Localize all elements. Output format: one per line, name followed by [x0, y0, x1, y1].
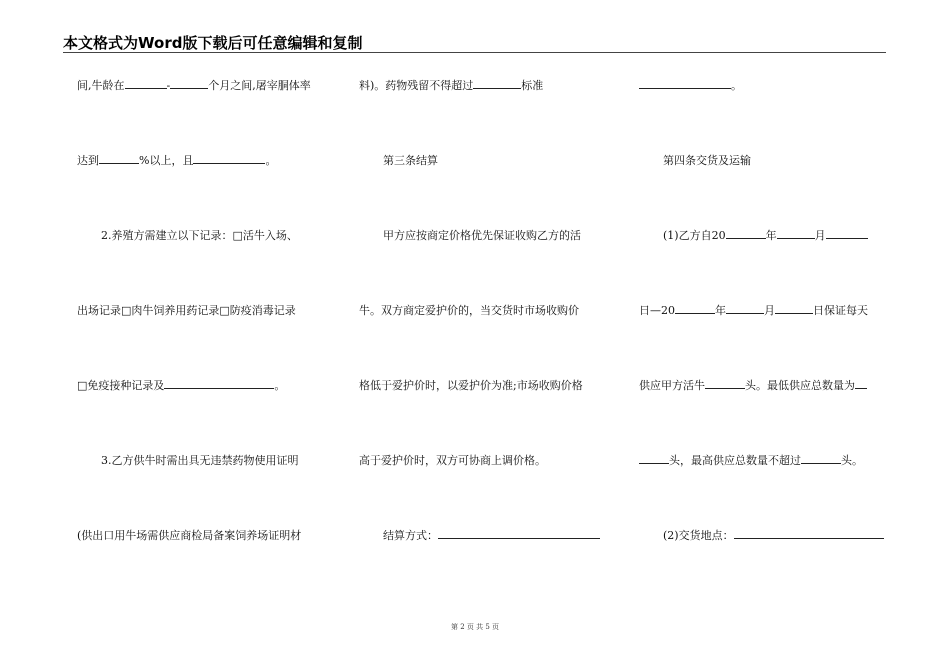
text-line: (供出口用牛场需供应商检局备案饲养场证明材 — [77, 529, 302, 542]
text-column-left — [77, 68, 327, 593]
text-span: 日—20 — [639, 304, 675, 317]
fill-blank — [639, 451, 669, 464]
fill-blank — [438, 526, 600, 539]
text-line — [77, 143, 327, 218]
fill-blank — [826, 226, 868, 239]
text-span: 供应甲方活牛 — [639, 379, 705, 392]
text-column-middle — [359, 68, 614, 593]
text-line — [639, 518, 889, 593]
fill-blank — [639, 76, 731, 89]
text-span: □免疫接种记录及 — [77, 379, 165, 392]
text-line — [639, 293, 889, 368]
header-divider — [63, 52, 886, 53]
text-span: 头。最低供应总数量为 — [745, 379, 855, 392]
fill-blank — [726, 301, 764, 314]
text-line — [639, 218, 889, 293]
text-span: 。 — [274, 379, 286, 392]
text-line — [639, 443, 889, 518]
text-span: 结算方式： — [383, 529, 438, 542]
text-line: 3.乙方供牛时需出具无违禁药物使用证明 — [101, 454, 299, 467]
fill-blank — [775, 301, 813, 314]
fill-blank — [99, 151, 139, 164]
text-line — [639, 68, 889, 143]
text-line — [77, 368, 327, 443]
text-line: 出场记录□肉牛饲养用药记录□防疫消毒记录 — [77, 304, 296, 317]
text-line: 2.养殖方需建立以下记录：□活牛入场、 — [101, 229, 298, 242]
fill-blank — [726, 226, 766, 239]
text-span: (2)交货地点： — [663, 529, 734, 542]
text-span: %以上，且 — [139, 154, 194, 167]
fill-blank — [855, 376, 867, 389]
fill-blank — [164, 376, 274, 389]
text-span: 月 — [814, 229, 826, 242]
text-span: 头，最高供应总数量不超过 — [669, 454, 801, 467]
page-number: 第 2 页 共 5 页 — [450, 623, 500, 631]
fill-blank — [473, 76, 521, 89]
fill-blank — [675, 301, 715, 314]
fill-blank — [125, 76, 167, 89]
page-header-title: 本文格式为Word版下载后可任意编辑和复制 — [63, 34, 363, 52]
text-span: 间,牛龄在 — [77, 79, 125, 92]
text-span: (1)乙方自20 — [663, 229, 726, 242]
text-line: 格低于爱护价时，以爱护价为准;市场收购价格 — [359, 379, 583, 392]
section-heading: 第三条结算 — [383, 154, 438, 167]
fill-blank — [734, 526, 884, 539]
fill-blank — [193, 151, 265, 164]
text-line — [639, 368, 889, 443]
text-span: 头。 — [841, 454, 863, 467]
text-span: 标准 — [521, 79, 544, 92]
text-line: 高于爱护价时，双方可协商上调价格。 — [359, 454, 546, 467]
fill-blank — [801, 451, 841, 464]
text-column-right — [639, 68, 889, 593]
fill-blank — [705, 376, 745, 389]
text-span: 料)。药物残留不得超过 — [359, 79, 474, 92]
text-span: - — [166, 79, 171, 92]
fill-blank — [170, 76, 208, 89]
text-span: 月 — [764, 304, 775, 317]
text-span: 个月之间,屠宰胴体率 — [208, 79, 311, 92]
text-span: 达到 — [77, 154, 99, 167]
text-span: 。 — [265, 154, 277, 167]
text-line: 牛。双方商定爱护价的，当交货时市场收购价 — [359, 304, 579, 317]
text-line — [359, 68, 614, 143]
text-line: 甲方应按商定价格优先保证收购乙方的活 — [383, 229, 581, 242]
text-line — [77, 68, 327, 143]
text-span: 日保证每天 — [813, 304, 868, 317]
section-heading: 第四条交货及运输 — [663, 154, 751, 167]
text-line — [359, 518, 614, 593]
text-span: 。 — [731, 79, 742, 92]
fill-blank — [777, 226, 815, 239]
text-span: 年 — [715, 304, 726, 317]
text-span: 年 — [765, 229, 777, 242]
